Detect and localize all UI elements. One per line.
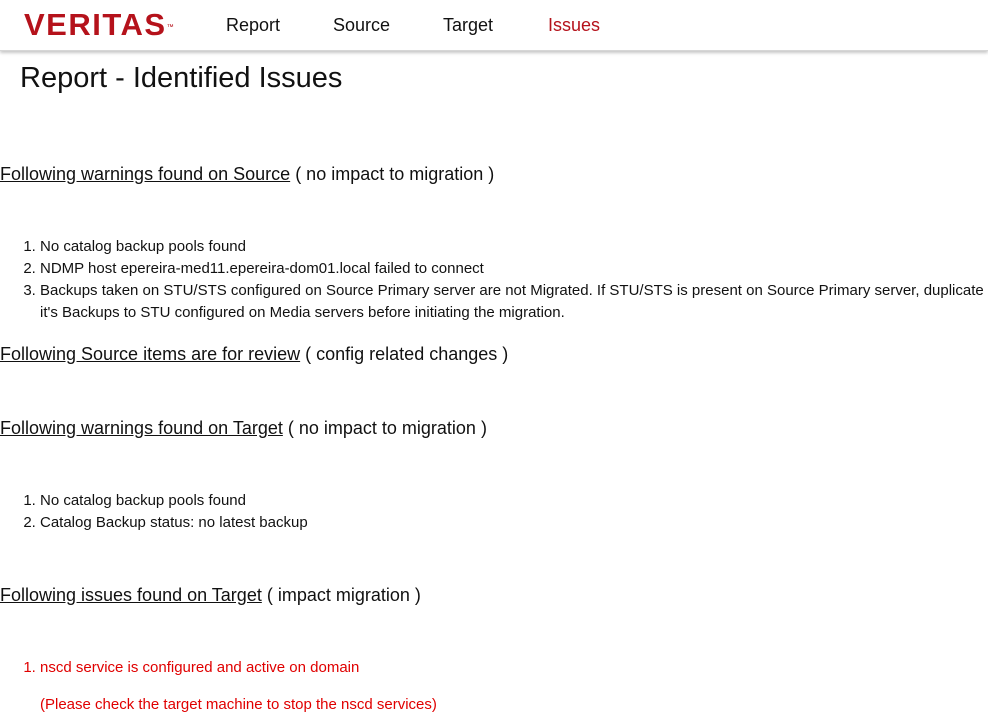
target-warnings-note: ( no impact to migration )	[287, 418, 487, 438]
source-warnings-list	[0, 236, 988, 324]
list-item: 1. No catalog backup pools found	[40, 236, 988, 258]
issue-text: nscd service is configured and active on domain	[40, 659, 360, 676]
nav-target[interactable]: Target	[443, 15, 494, 35]
nav-report[interactable]: Report	[226, 15, 281, 35]
source-review-title: Following Source items are for review	[0, 344, 301, 364]
target-warnings-list	[0, 490, 988, 534]
source-warnings-heading	[0, 163, 494, 185]
list-item: 1. No catalog backup pools found	[40, 490, 988, 512]
source-review-note: ( config related changes )	[305, 344, 509, 364]
target-issues-heading	[0, 584, 421, 606]
top-navigation-bar	[0, 0, 988, 51]
target-issues-title: Following issues found on Target	[0, 585, 262, 605]
target-warnings-heading	[0, 417, 487, 439]
list-item: 3. Backups taken on STU/STS configured on Source Primary server are not Migrated. If STU/STS is present on Source Primary server, duplicate it's Backups to STU configured on Media servers before initiating the migration.	[40, 280, 988, 324]
nav-issues[interactable]: Issues	[548, 15, 601, 35]
source-warnings-note: ( no impact to migration )	[295, 164, 495, 184]
list-item: 2. Catalog Backup status: no latest backup	[40, 512, 988, 534]
page-title: Report - Identified Issues	[20, 62, 343, 94]
source-warnings-title: Following warnings found on Source	[0, 164, 291, 184]
list-item: 2. NDMP host epereira-med11.epereira-dom01.local failed to connect	[40, 258, 988, 280]
nav-source[interactable]: Source	[333, 15, 391, 35]
target-issues-note: ( impact migration )	[266, 585, 421, 605]
issue-hint: (Please check the target machine to stop the nscd services)	[40, 696, 437, 713]
veritas-logo[interactable]	[24, 8, 174, 42]
source-review-heading	[0, 343, 508, 365]
logo-trademark: ™	[166, 24, 174, 31]
logo-text: VERITAS	[24, 7, 167, 42]
target-warnings-title: Following warnings found on Target	[0, 418, 283, 438]
list-item	[40, 657, 988, 716]
target-issues-list	[0, 657, 988, 716]
